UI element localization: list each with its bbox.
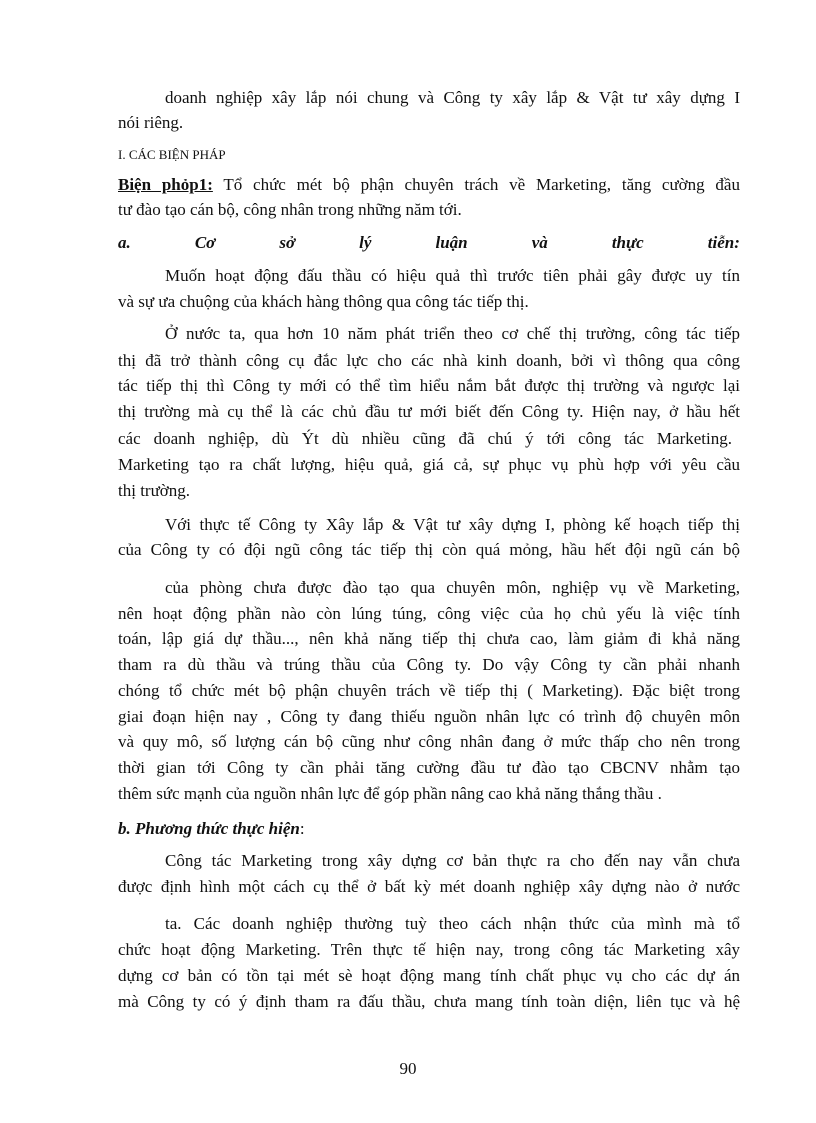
subheading-a-word: tiễn: <box>707 233 740 252</box>
subheading-a-word: thực <box>611 233 644 252</box>
text-line: ta. Các doanh nghiệp thường tuỳ theo cách nhận thức của mình mà tổ <box>165 914 740 933</box>
subheading-b-text: b. Phương thức thực hiện <box>118 819 300 838</box>
text-line: Công tác Marketing trong xây dựng cơ bản thực ra cho đến nay vẫn chưa <box>165 851 740 870</box>
subheading-b-colon: : <box>299 819 305 838</box>
subheading-a-word: và <box>531 233 548 252</box>
subheading-a-word: a. <box>118 233 131 252</box>
text-line: Ở nước ta, qua hơn 10 năm phát triển theo cơ chế thị trường, công tác tiếp <box>165 324 740 343</box>
text-line: Muốn hoạt động đấu thầu có hiệu quả thì trước tiên phải gây được uy tín <box>165 266 740 285</box>
text-line: giai đoạn hiện nay , Công ty đang thiếu nguồn nhân lực có trình độ chuyên môn <box>118 707 740 726</box>
text-line: nên hoạt động phần nào còn lúng túng, công việc của họ chủ yếu là việc tính <box>118 604 740 623</box>
page-number: 90 <box>399 1059 417 1078</box>
text-line: Với thực tế Công ty Xây lắp & Vật tư xây dựng I, phòng kế hoạch tiếp thị <box>165 515 740 534</box>
text-line: thị trường mà cụ thể là các chủ đầu tư mới biết đến Công ty. Hiện nay, ở hầu hết <box>118 402 740 421</box>
text-line: mà Công ty có ý định tham ra đấu thầu, chưa mang tính toàn diện, liên tục và hệ <box>118 992 740 1011</box>
text-line: tác tiếp thị thì Công ty mới có thể tìm hiểu nắm bắt được thị trường và ngược lại <box>118 376 740 395</box>
text-line: thị trường. <box>118 481 191 500</box>
section-heading: I. CÁC BIỆN PHÁP <box>118 147 226 162</box>
subheading-a-word: sở <box>279 233 296 252</box>
text-line: tham ra dù thầu và trúng thầu của Công ty. Do vậy Công ty cần phải nhanh <box>118 655 740 674</box>
text-line: thị đã trở thành công cụ đắc lực cho các nhà kinh doanh, bởi vì thông qua công <box>118 351 740 370</box>
text-line: toán, lập giá dự thầu..., nên khả năng tiếp thị chưa cao, làm giảm đi khả năng <box>118 629 740 648</box>
subheading-a-word: luận <box>435 233 468 252</box>
measure-title: Tổ chức mét bộ phận chuyên trách về Marketing, tăng cường đầu <box>212 175 740 194</box>
subheading-a <box>118 232 740 254</box>
text-line: và quy mô, số lượng cán bộ cũng như công nhân đang ở mức thấp cho nên trong <box>118 732 740 751</box>
text-line: chóng tổ chức mét bộ phận chuyên trách về tiếp thị ( Marketing). Đặc biệt trong <box>118 681 740 700</box>
measure-heading <box>118 174 740 196</box>
text-line: các doanh nghiệp, dù Ýt dù nhiều cũng đã chú ý tới công tác Marketing. <box>118 429 732 448</box>
text-line: thêm sức mạnh của nguồn nhân lực để góp phần nâng cao khả năng thắng thầu . <box>118 784 662 803</box>
subheading-a-word: Cơ <box>194 233 216 252</box>
text-line: nói riêng. <box>118 113 184 132</box>
text-line: chức hoạt động Marketing. Trên thực tế hiện nay, trong công tác Marketing xây <box>118 940 740 959</box>
measure-label: Biện phỏp1: <box>118 175 213 194</box>
text-line: và sự ưa chuộng của khách hàng thông qua công tác tiếp thị. <box>118 292 529 311</box>
text-line: của phòng chưa được đào tạo qua chuyên môn, nghiệp vụ về Marketing, <box>165 578 740 597</box>
text-line: dựng cơ bản có tồn tại mét sè hoạt động mang tính chất phục vụ cho các dự án <box>118 966 740 985</box>
subheading-b <box>118 818 305 840</box>
subheading-a-word: lý <box>359 233 372 252</box>
text-line: doanh nghiệp xây lắp nói chung và Công ty xây lắp & Vật tư xây dựng I <box>165 88 740 107</box>
text-line: thời gian tới Công ty cần phải tăng cường đầu tư đào tạo CBCNV nhằm tạo <box>118 758 740 777</box>
text-line: tư đào tạo cán bộ, công nhân trong những năm tới. <box>118 200 462 219</box>
text-line: Marketing tạo ra chất lượng, hiệu quả, giá cả, sự phục vụ phù hợp với yêu cầu <box>118 455 740 474</box>
text-line: được định hình một cách cụ thể ở bất kỳ mét doanh nghiệp xây dựng nào ở nước <box>118 877 740 896</box>
text-line: của Công ty có đội ngũ công tác tiếp thị còn quá mỏng, hầu hết đội ngũ cán bộ <box>118 540 740 559</box>
